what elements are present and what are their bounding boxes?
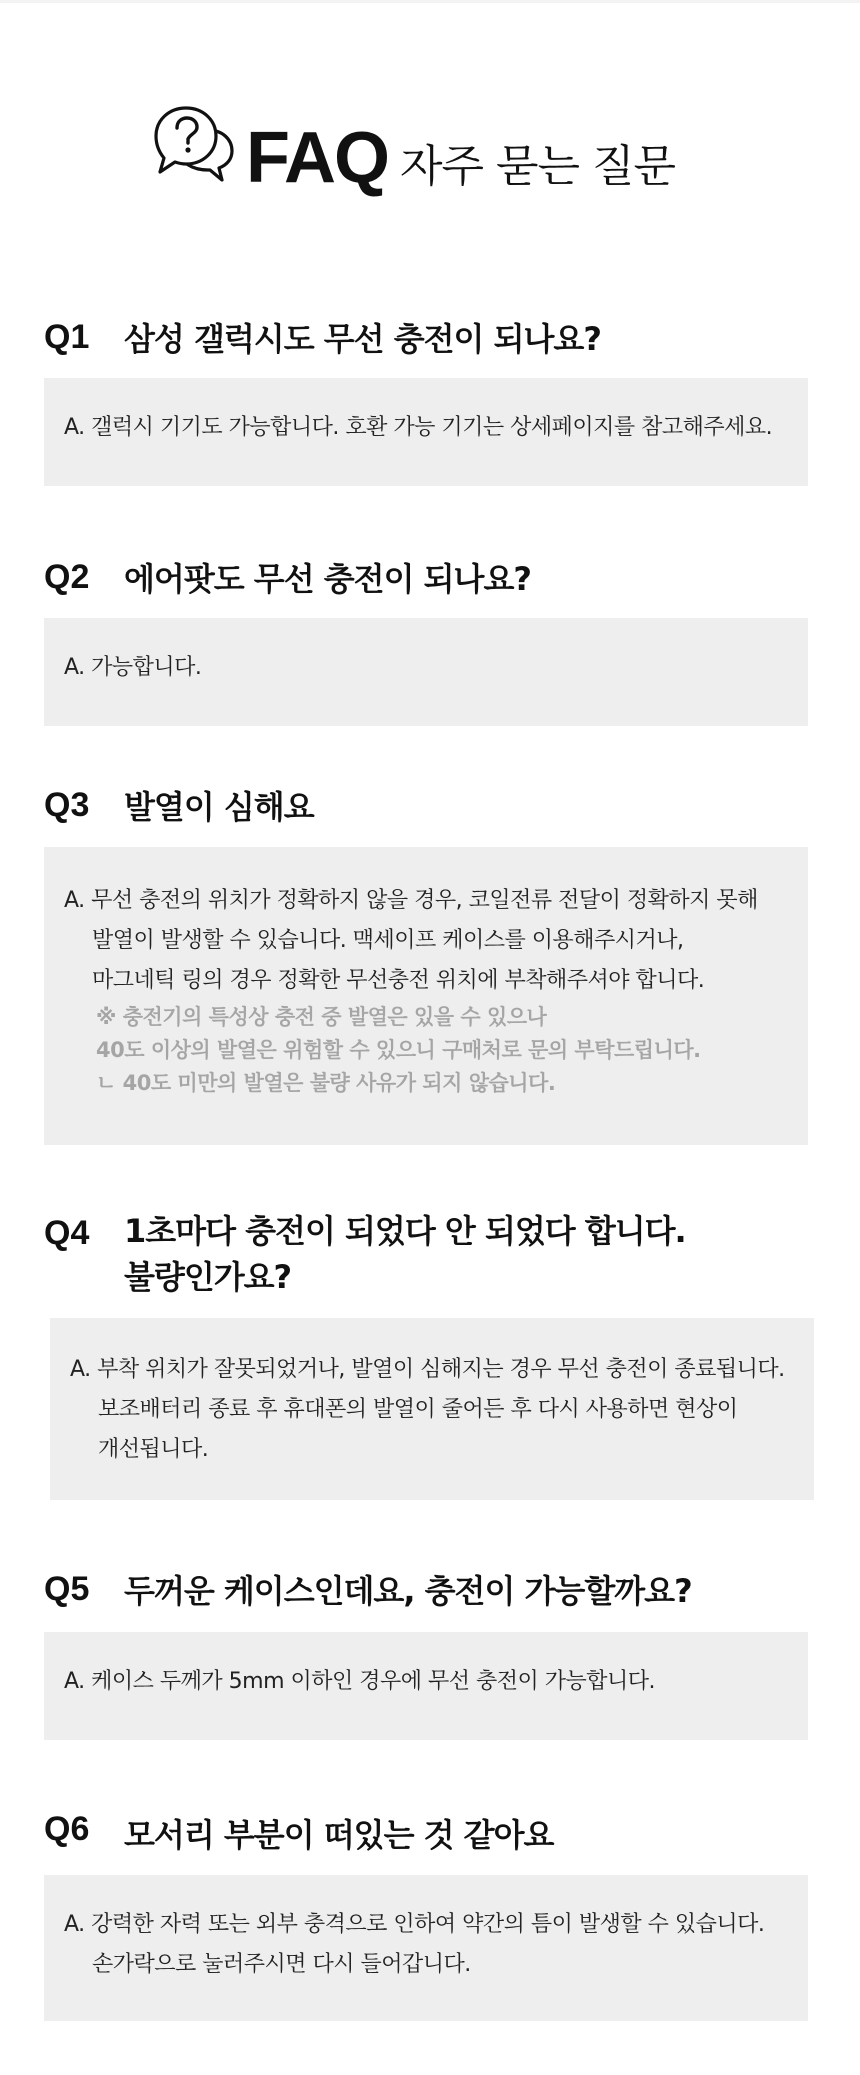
- faq-title: FAQ: [246, 118, 389, 198]
- answer-line: 마그네틱 링의 경우 정확한 무선충전 위치에 부착해주셔야 합니다.: [92, 968, 705, 993]
- faq-answer-5: [44, 1632, 808, 1740]
- question-text: 에어팟도 무선 충전이 되나요?: [124, 560, 531, 598]
- answer-line: A. 가능합니다.: [64, 655, 202, 680]
- question-line: 불량인가요?: [124, 1258, 292, 1296]
- answer-note: 40도 이상의 발열은 위험할 수 있으니 구매처로 문의 부탁드립니다.: [96, 1038, 701, 1062]
- question-text: 발열이 심해요: [124, 788, 314, 826]
- question-text: 삼성 갤럭시도 무선 충전이 되나요?: [124, 320, 601, 358]
- answer-line: 보조배터리 종료 후 휴대폰의 발열이 줄어든 후 다시 사용하면 현상이: [98, 1397, 738, 1422]
- faq-answer-6: [44, 1875, 808, 2021]
- faq-answer-1: [44, 378, 808, 486]
- answer-note: ㄴ 40도 미만의 발열은 불량 사유가 되지 않습니다.: [96, 1071, 556, 1095]
- answer-line: A. 무선 충전의 위치가 정확하지 않을 경우, 코일전류 전달이 정확하지 못해: [64, 888, 758, 913]
- faq-header: [0, 98, 860, 208]
- question-text: 모서리 부분이 떠있는 것 같아요: [124, 1816, 554, 1854]
- answer-line: 손가락으로 눌러주시면 다시 들어갑니다.: [92, 1952, 471, 1977]
- speech-bubbles-question-icon: [152, 104, 236, 188]
- answer-line: A. 갤럭시 기기도 가능합니다. 호환 가능 기기는 상세페이지를 참고해주세요.: [64, 415, 773, 440]
- faq-answer-3: [44, 847, 808, 1145]
- answer-line: A. 강력한 자력 또는 외부 충격으로 인하여 약간의 틈이 발생할 수 있습니다.: [64, 1912, 765, 1937]
- answer-line: 개선됩니다.: [98, 1437, 209, 1462]
- faq-question-4: [44, 1208, 824, 1304]
- question-number: Q4: [44, 1214, 90, 1252]
- question-number: Q5: [44, 1570, 90, 1608]
- faq-answer-4: [50, 1318, 814, 1500]
- question-text: [124, 1208, 824, 1300]
- faq-subtitle: 자주 묻는 질문: [400, 141, 675, 192]
- question-number: Q6: [44, 1810, 90, 1848]
- question-number: Q2: [44, 558, 90, 596]
- answer-line: 발열이 발생할 수 있습니다. 맥세이프 케이스를 이용해주시거나,: [92, 928, 684, 953]
- question-text: 두꺼운 케이스인데요, 충전이 가능할까요?: [124, 1572, 692, 1610]
- answer-line: A. 케이스 두께가 5mm 이하인 경우에 무선 충전이 가능합니다.: [64, 1669, 655, 1694]
- question-number: Q1: [44, 318, 90, 356]
- question-number: Q3: [44, 786, 90, 824]
- answer-note: ※ 충전기의 특성상 충전 중 발열은 있을 수 있으나: [96, 1005, 547, 1029]
- faq-answer-2: [44, 618, 808, 726]
- question-line: 1초마다 충전이 되었다 안 되었다 합니다.: [124, 1212, 686, 1250]
- answer-line: A. 부착 위치가 잘못되었거나, 발열이 심해지는 경우 무선 충전이 종료됩니다.: [70, 1357, 785, 1382]
- top-divider: [0, 0, 860, 3]
